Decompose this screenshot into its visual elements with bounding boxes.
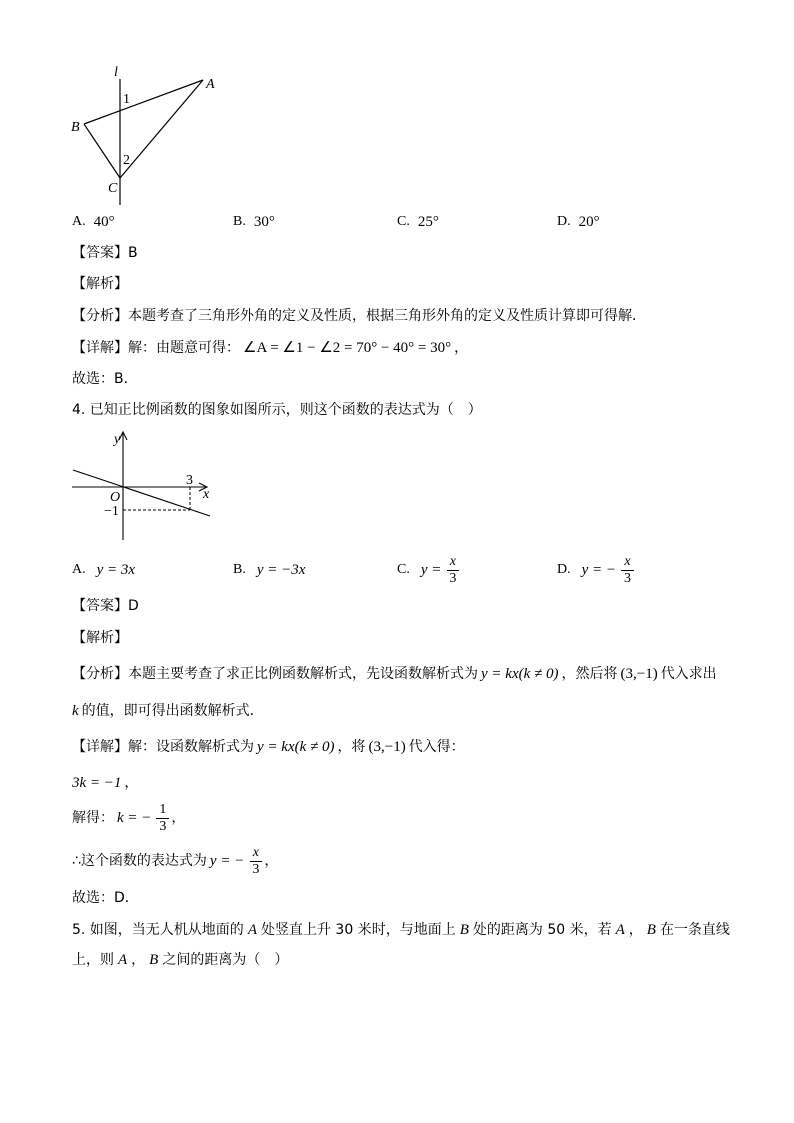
- stem-text: 处竖直上升 30 米时，与地面上: [260, 922, 456, 938]
- option-value: 30°: [253, 213, 275, 230]
- analysis-text: ，然后将: [561, 666, 618, 682]
- detail-text: 【详解】解：设函数解析式为: [72, 739, 254, 755]
- analysis-text: 【分析】本题主要考查了求正比例函数解析式，先设函数解析式为: [72, 666, 478, 682]
- step-fraction: [249, 845, 262, 878]
- step-end: ，: [171, 810, 186, 826]
- fraction-numerator: x: [250, 845, 262, 862]
- q4-option-b: [233, 550, 308, 590]
- stem-variable: A: [247, 922, 257, 938]
- x-axis-label: x: [203, 487, 210, 502]
- q4-analysis-line2: [72, 701, 264, 721]
- q3-option-b: [233, 212, 275, 232]
- stem-variable: B: [646, 922, 656, 938]
- q4-conclusion: 故选：D．: [72, 890, 139, 906]
- stem-variable: B: [149, 952, 159, 968]
- q4-step3: [72, 841, 278, 881]
- q3-option-a: [72, 212, 115, 232]
- stem-variable: B: [459, 922, 469, 938]
- q5-stem-line1: [72, 920, 730, 940]
- q4-detail: [72, 737, 465, 757]
- option-letter: C.: [397, 562, 410, 577]
- q4-option-a: [72, 550, 138, 590]
- q4-answer: 【答案】D: [72, 598, 139, 614]
- y-tick-label: −1: [104, 504, 119, 519]
- step-text: ∴这个函数的表达式为: [72, 853, 207, 869]
- detail-end: ，: [454, 340, 469, 356]
- step-end: ，: [264, 853, 279, 869]
- detail-text: ，将: [337, 739, 366, 755]
- detail-text: 代入得：: [408, 739, 465, 755]
- fraction-numerator: x: [621, 554, 633, 571]
- option-value: 25°: [417, 213, 439, 230]
- stem-text: 在一条直线: [659, 922, 730, 938]
- q4-step2: [72, 798, 185, 838]
- option-fraction: [621, 554, 634, 587]
- option-letter: D.: [557, 214, 571, 229]
- fraction-numerator: 1: [156, 802, 169, 819]
- analysis-formula: y = kx(k ≠ 0): [481, 666, 559, 682]
- option-lhs: y =: [420, 561, 442, 578]
- angle-1-label: 1: [123, 92, 130, 107]
- option-expression: y = 3x: [96, 561, 136, 578]
- q4-option-c: [397, 550, 461, 590]
- vertex-c-label: C: [108, 181, 118, 196]
- stem-text: 之间的距离为（ ）: [162, 952, 289, 968]
- q3-answer: 【答案】B: [72, 245, 138, 261]
- stem-text: ，: [628, 922, 643, 938]
- side-bc: [84, 124, 120, 178]
- q3-conclusion: 故选：B．: [72, 371, 138, 387]
- line-l-label: l: [114, 65, 118, 80]
- analysis-text: 代入求出: [660, 666, 717, 682]
- q4-analysis-line1: [72, 664, 717, 684]
- detail-formula: y = kx(k ≠ 0): [257, 739, 335, 755]
- q3-analysis: 【分析】本题考查了三角形外角的定义及性质，根据三角形外角的定义及性质计算即可得解．: [72, 308, 646, 324]
- detail-point: (3,−1): [368, 739, 406, 755]
- stem-variable: A: [615, 922, 625, 938]
- option-letter: A.: [72, 562, 86, 577]
- q3-option-c: [397, 212, 439, 232]
- q3-solution-heading: 【解析】: [72, 276, 128, 292]
- stem-text: ，: [131, 952, 146, 968]
- q3-detail: [72, 338, 468, 358]
- fraction-denominator: 3: [624, 570, 632, 586]
- analysis-text: 的值，即可得出函数解析式．: [81, 703, 264, 719]
- y-axis-label: y: [114, 432, 121, 447]
- option-letter: B.: [233, 562, 246, 577]
- step-fraction: [156, 802, 169, 835]
- option-letter: A.: [72, 214, 86, 229]
- vertex-a-label: A: [206, 77, 215, 92]
- detail-formula: ∠A = ∠1 − ∠2 = 70° − 40° = 30°: [243, 340, 452, 356]
- fraction-denominator: 3: [159, 818, 167, 834]
- side-ca: [120, 80, 203, 178]
- option-value: 40°: [93, 213, 115, 230]
- origin-label: O: [110, 490, 121, 505]
- fraction-denominator: 3: [252, 861, 260, 877]
- stem-text: 5. 如图，当无人机从地面的: [72, 922, 244, 938]
- analysis-variable: k: [72, 703, 79, 719]
- detail-text: 【详解】解：由题意可得：: [72, 340, 240, 356]
- function-graph: [65, 428, 220, 543]
- stem-text: 上，则: [72, 952, 114, 968]
- step-lhs: k = −: [117, 810, 152, 826]
- step-lhs: y = −: [209, 853, 245, 869]
- option-value: 20°: [578, 213, 600, 230]
- option-lhs: y = −: [581, 561, 617, 578]
- fraction-denominator: 3: [449, 570, 457, 586]
- step-text: 解得：: [72, 810, 114, 826]
- stem-variable: A: [118, 952, 128, 968]
- analysis-point: (3,−1): [620, 666, 658, 682]
- option-letter: D.: [557, 562, 571, 577]
- option-letter: B.: [233, 214, 246, 229]
- q4-option-d: [557, 550, 636, 590]
- vertex-b-label: B: [71, 120, 80, 135]
- fraction-numerator: x: [447, 554, 459, 571]
- q4-stem: 4. 已知正比例函数的图象如图所示，则这个函数的表达式为（ ）: [72, 402, 482, 418]
- stem-text: 处的距离为 50 米，若: [472, 922, 612, 938]
- q4-solution-heading: 【解析】: [72, 630, 128, 646]
- q4-step1: [72, 773, 138, 793]
- q5-stem-line2: [72, 950, 288, 970]
- q3-option-d: [557, 212, 600, 232]
- triangle-figure: [60, 55, 230, 210]
- step-equation: 3k = −1: [72, 775, 122, 791]
- option-expression: y = −3x: [256, 561, 306, 578]
- option-fraction: [446, 554, 459, 587]
- angle-2-label: 2: [123, 153, 130, 168]
- step-end: ，: [124, 775, 139, 791]
- x-tick-label: 3: [186, 473, 193, 488]
- option-letter: C.: [397, 214, 410, 229]
